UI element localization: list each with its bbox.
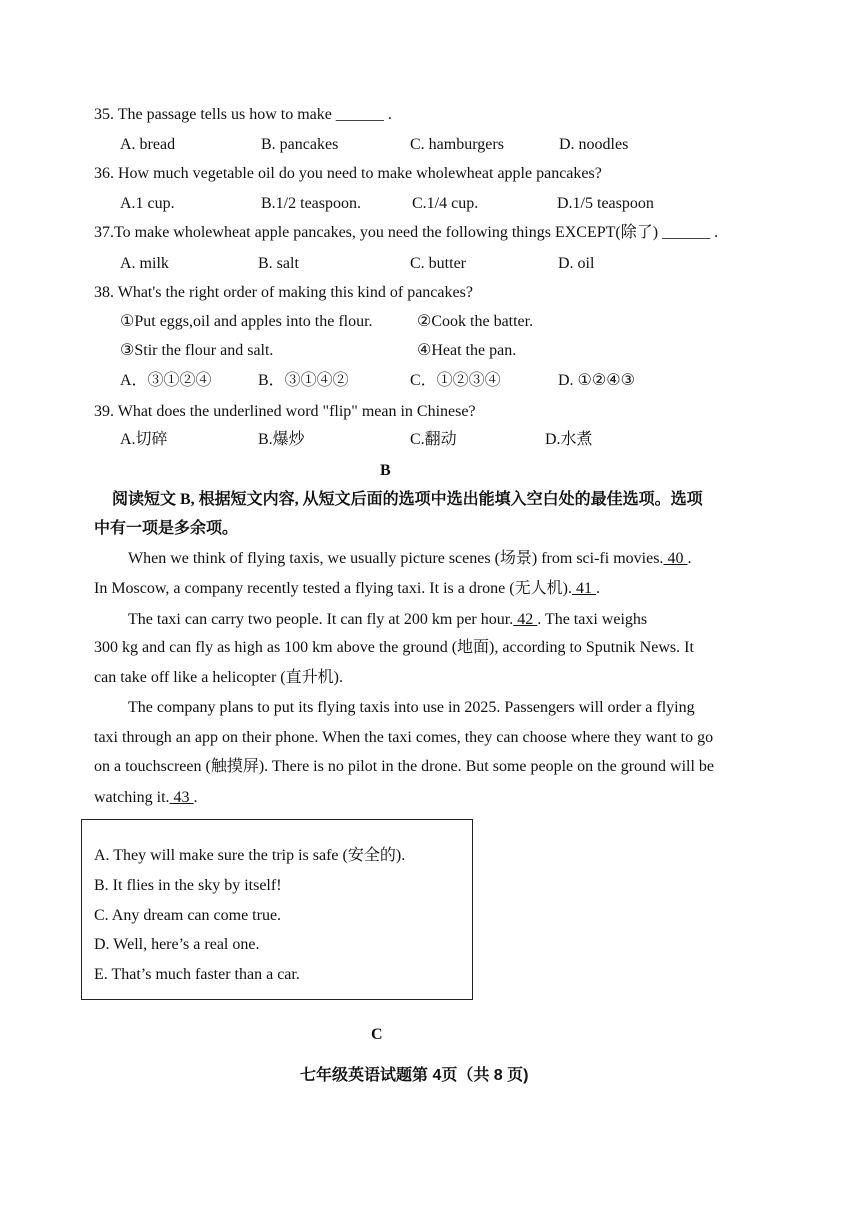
- blank-43: 43: [169, 789, 194, 806]
- passage-b-line: can take off like a helicopter (直升机).: [94, 669, 343, 686]
- q38-option-a: A．③①②④: [120, 372, 212, 389]
- q38-option-d: D. ①②④③: [558, 372, 635, 389]
- q35-option-d: D. noodles: [559, 136, 629, 153]
- section-c-heading: C: [371, 1026, 383, 1043]
- q38-option-c: C．①②③④: [410, 372, 501, 389]
- q36-option-b: B.1/2 teaspoon.: [261, 195, 361, 212]
- choice-c: C. Any dream can come true.: [94, 907, 282, 924]
- passage-b-line: The company plans to put its flying taxis into use in 2025. Passengers will order a flying: [128, 699, 695, 716]
- question-36-stem: 36. How much vegetable oil do you need to make wholewheat apple pancakes?: [94, 165, 602, 182]
- passage-b-line: 300 kg and can fly as high as 100 km above the ground (地面), according to Sputnik News. It: [94, 639, 694, 656]
- q37-option-d: D. oil: [558, 255, 595, 272]
- q35-option-a: A. bread: [120, 136, 176, 153]
- q37-option-a: A. milk: [120, 255, 169, 272]
- passage-b-line: watching it. 43 .: [94, 789, 198, 806]
- q39-option-b: B.爆炒: [258, 431, 305, 448]
- q38-step-3: ③Stir the flour and salt.: [120, 342, 274, 359]
- q39-option-c: C.翻动: [410, 431, 457, 448]
- choice-d: D. Well, here’s a real one.: [94, 936, 260, 953]
- blank-40: 40: [663, 550, 688, 567]
- page-footer: 七年级英语试题第 4页（共 8 页): [300, 1067, 529, 1084]
- blank-41: 41: [571, 580, 596, 597]
- section-b-instruction: 阅读短文 B, 根据短文内容, 从短文后面的选项中选出能填入空白处的最佳选项。选项: [112, 491, 703, 508]
- q35-option-c: C. hamburgers: [410, 136, 504, 153]
- q39-option-d: D.水煮: [545, 431, 593, 448]
- section-b-instruction-cont: 中有一项是多余项。: [94, 520, 239, 537]
- q38-option-b: B．③①④②: [258, 372, 349, 389]
- choice-a: A. They will make sure the trip is safe (安全的).: [94, 847, 406, 864]
- passage-b-line: on a touchscreen (触摸屏). There is no pilot in the drone. But some people on the ground will be: [94, 758, 715, 775]
- passage-b-line: In Moscow, a company recently tested a flying taxi. It is a drone (无人机). 41 .: [94, 580, 600, 597]
- q38-step-4: ④Heat the pan.: [417, 342, 517, 359]
- passage-b-line: The taxi can carry two people. It can fly at 200 km per hour. 42 . The taxi weighs: [128, 611, 648, 628]
- q37-option-c: C. butter: [410, 255, 466, 272]
- q37-option-b: B. salt: [258, 255, 299, 272]
- q38-step-2: ②Cook the batter.: [417, 313, 534, 330]
- question-37-stem: 37.To make wholewheat apple pancakes, you need the following things EXCEPT(除了) ______ .: [94, 224, 719, 241]
- blank-42: 42: [513, 611, 538, 628]
- question-35-stem: 35. The passage tells us how to make ______ .: [94, 106, 392, 123]
- passage-b-line: When we think of flying taxis, we usually picture scenes (场景) from sci-fi movies. 40 .: [128, 550, 692, 567]
- q36-option-d: D.1/5 teaspoon: [557, 195, 654, 212]
- question-39-stem: 39. What does the underlined word "flip" mean in Chinese?: [94, 403, 476, 420]
- choice-e: E. That’s much faster than a car.: [94, 966, 300, 983]
- section-b-heading: B: [380, 462, 391, 479]
- question-38-stem: 38. What's the right order of making this kind of pancakes?: [94, 284, 473, 301]
- q39-option-a: A.切碎: [120, 431, 168, 448]
- passage-b-line: taxi through an app on their phone. When the taxi comes, they can choose where they want to go: [94, 729, 714, 746]
- q38-step-1: ①Put eggs,oil and apples into the flour.: [120, 313, 373, 330]
- q36-option-a: A.1 cup.: [120, 195, 175, 212]
- choice-b: B. It flies in the sky by itself!: [94, 877, 282, 894]
- q36-option-c: C.1/4 cup.: [412, 195, 479, 212]
- q35-option-b: B. pancakes: [261, 136, 339, 153]
